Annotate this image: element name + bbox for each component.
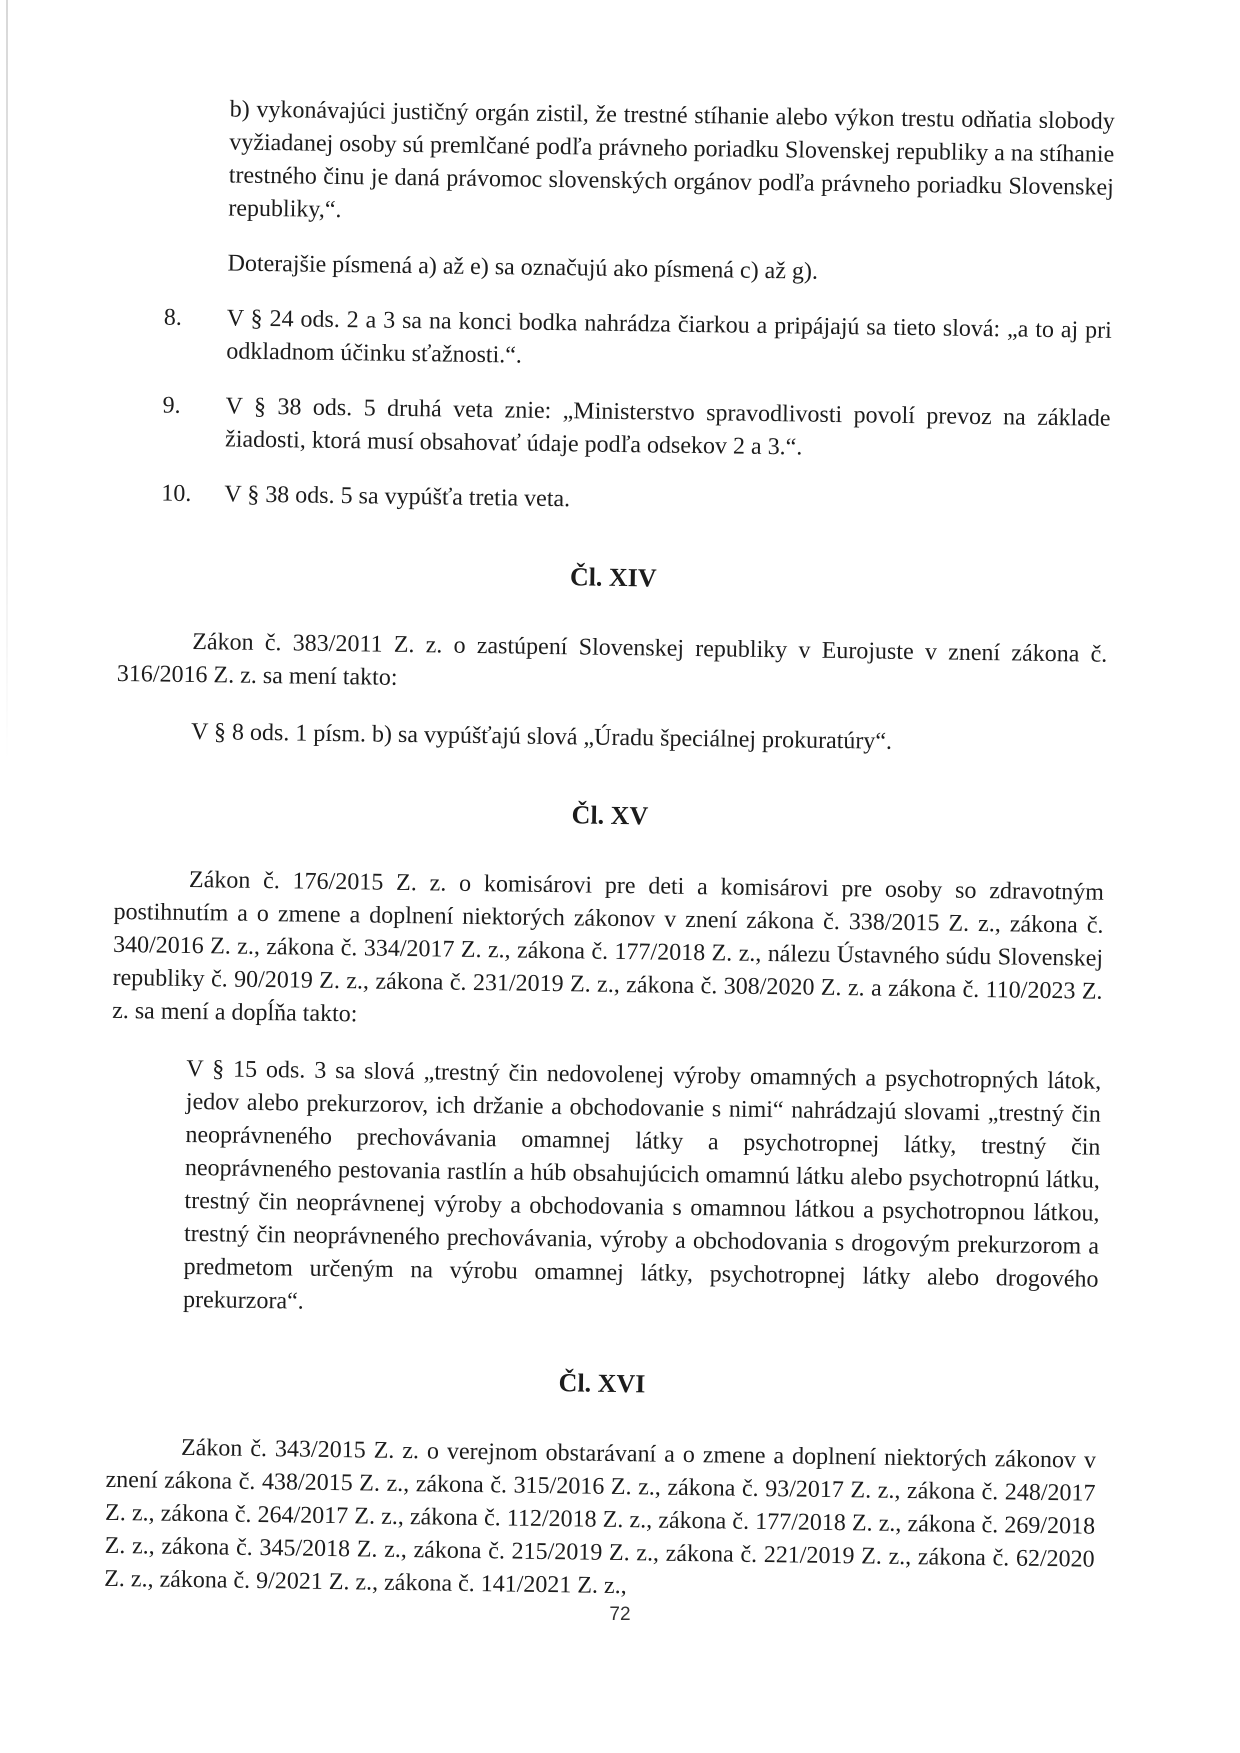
point-number: 10. [161,480,192,507]
page-number: 72 [609,1604,631,1625]
article-xv-intro: Zákon č. 176/2015 Z. z. o komisárovi pre deti a komisárovi pre osoby so zdravotným postihnutím a o zmene a doplnení niektorých zákonov v znení zákona č. 338/2015 Z. z., zákona č. 340/2016 Z. z., zákona č. 334/2017 Z. z., zákona č. 177/2018 Z. z., nálezu Ústavného súdu Slovenskej republiky č. 90/2019 Z. z., zákona č. 231/2019 Z. z., zákona č. 308/2020 Z. z. a zákona č. 110/2023 Z. z. sa mení a dopĺňa takto: [111,866,1105,1028]
binding-edge-mark [6,0,8,760]
item-b-paragraph: b) vykonávajúci justičný orgán zistil, že trestné stíhanie alebo výkon trestu odňatia slobody vyžiadanej osoby sú premlčané podľa právneho poriadku Slovenskej republiky a na stíhanie trestného činu je daná právomoc slovenských orgánov podľa právneho poriadku Slovenskej republiky,“. [228,96,1115,224]
point-8 [121,301,1112,381]
article-xiv-intro: Zákon č. 383/2011 Z. z. o zastúpení Slovenskej republiky v Eurojuste v znení zákona č. 316/2016 Z. z. sa mení takto: [116,628,1108,691]
article-xiv-change: V § 8 ods. 1 písm. b) sa vypúšťajú slová „Úradu špeciálnej prokuratúry“. [190,718,893,755]
article-xvi-intro: Zákon č. 343/2015 Z. z. o verejnom obstarávaní a o zmene a doplnení niektorých zákonov v znení zákona č. 438/2015 Z. z., zákona č. 315/2016 Z. z., zákona č. 93/2017 Z. z., zákona č. 248/2017 Z. z., zákona č. 264/2017 Z. z., zákona č. 112/2018 Z. z., zákona č. 177/2018 Z. z., zákona č. 269/2018 Z. z., zákona č. 345/2018 Z. z., zákona č. 215/2019 Z. z., zákona č. 221/2019 Z. z., zákona č. 62/2020 Z. z., zákona č. 9/2021 Z. z., zákona č. 141/2021 Z. z., [104,1434,1097,1600]
article-heading-xvi: Čl. XVI [558,1368,646,1399]
point-9 [120,389,1111,469]
point-text: V § 24 ods. 2 a 3 sa na konci bodka nahrádza čiarkou a pripájajú sa tieto slová: „a to aj pri odkladnom účinku sťažnosti.“. [226,305,1112,369]
article-xv-change: V § 15 ods. 3 sa slová „trestný čin nedovolenej výroby omamných a psychotropných látok, jedov alebo prekurzorov, ich držanie a obchodovanie s nimi“ nahrádzajú slovami „trestný čin neoprávneného prechovávania omamnej látky a psychotropnej látky, trestný čin neoprávneného pestovania rastlín a húb obsahujúcich omamnú látku alebo psychotropnú látku, trestný čin neoprávnenej výroby a obchodovania s omamnou látkou a psychotropnou látkou, trestný čin neoprávneného prechovávania, výroby a obchodovania s drogovým prekurzorom a predmetom určeným na výrobu omamnej látky, psychotropnej látky alebo drogového prekurzora“. [182,1055,1102,1315]
page-content [104,92,1115,1634]
point-number: 9. [162,392,181,419]
point-text: V § 38 ods. 5 druhá veta znie: „Ministerstvo spravodlivosti povolí prevoz na základe žiadosti, ktorá musí obsahovať údaje podľa odsekov 2 a 3.“. [224,393,1111,461]
renumbering-note: Doterajšie písmená a) až e) sa označujú ako písmená c) až g). [227,250,819,285]
point-number: 8. [163,304,183,331]
article-heading-xiv: Čl. XIV [569,562,657,593]
intro-section [227,93,1115,292]
article-heading-xv: Čl. XV [571,800,649,831]
point-10 [119,477,1109,524]
point-text: V § 38 ods. 5 sa vypúšťa tretia veta. [224,481,571,513]
